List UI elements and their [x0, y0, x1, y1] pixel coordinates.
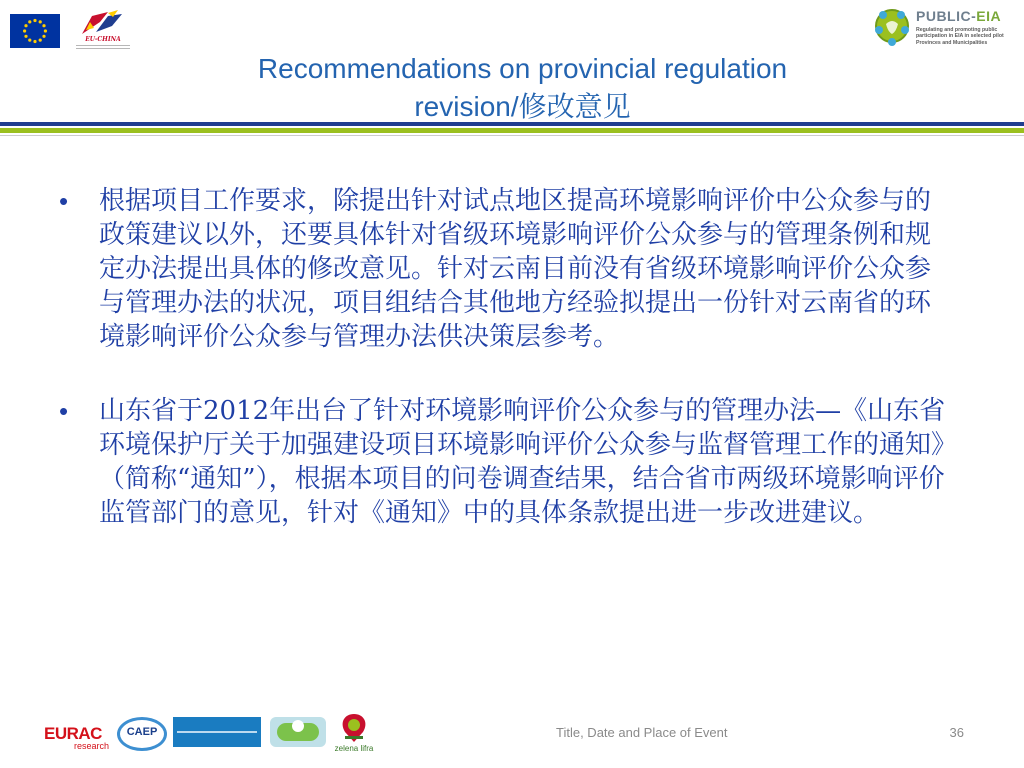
public-eia-name-b: EIA	[976, 8, 1002, 24]
public-eia-logo-name	[916, 8, 1001, 24]
eurac-research-logo	[44, 722, 114, 752]
green-partner-logo	[270, 717, 326, 747]
title-divider-grey	[0, 135, 1024, 136]
bullet-dot: •	[59, 396, 69, 426]
eu-china-logo	[74, 8, 132, 60]
yunnan-logo-text-line	[177, 731, 257, 733]
bullet-list	[55, 184, 955, 530]
footer-event-text: Title, Date and Place of Event	[556, 725, 728, 740]
eu-china-logo-text: EU-CHINA	[85, 36, 121, 43]
public-eia-tagline: Regulating and promoting public participation in EIA in selected pilot Provinces and Municipalities	[916, 27, 1004, 46]
title-divider-blue	[0, 122, 1024, 126]
slide-title	[150, 50, 895, 126]
eurac-logo-word: EURAC	[44, 724, 102, 743]
bullet-text-2: 山东省于2012年出台了针对环境影响评价公众参与的管理办法—《山东省环境保护厅关于加强建设项目环境影响评价公众参与监督管理工作的通知》（简称“通知”），根据本项目的问卷调查结果，结合省市两级环境影响评价监管部门的意见，针对《通知》中的具体条款提出进一步改进建议。	[99, 396, 946, 528]
eurac-logo-sub: research	[74, 741, 110, 751]
bullet-text-1: 根据项目工作要求，除提出针对试点地区提高环境影响评价中公众参与的政策建议以外，还要具体针对省级环境影响评价公众参与的管理条例和规定办法提出具体的修改意见。针对云南目前没有省级环境影响评价公众参与管理办法的状况，项目组结合其他地方经验拟提出一份针对云南省的环境影响评价公众参与管理办法供决策层参考。	[99, 186, 932, 352]
caep-logo	[117, 715, 169, 755]
yunnan-institute-logo	[173, 717, 261, 747]
title-divider-green	[0, 128, 1024, 133]
bullet-item-1	[55, 184, 955, 354]
public-eia-name-a: PUBLIC-	[916, 8, 977, 24]
public-eia-globe-icon	[870, 4, 914, 48]
slide-page-number: 36	[949, 725, 964, 740]
caep-logo-text: CAEP	[126, 726, 158, 738]
slide-title-line-2: revision/修改意见	[414, 91, 631, 122]
zelena-lifra-logo-icon	[337, 712, 371, 744]
bullet-dot: •	[59, 186, 69, 216]
bullet-item-2	[55, 394, 955, 530]
eu-china-logo-subtext-lines	[76, 45, 130, 53]
eu-flag-logo	[10, 14, 60, 48]
zelena-lifra-logo-label: zelena lifra	[334, 744, 374, 753]
slide-title-line-1: Recommendations on provincial regulation	[257, 53, 788, 84]
green-logo-circle-icon	[292, 720, 304, 732]
eu-china-emblem-icon	[78, 8, 126, 38]
